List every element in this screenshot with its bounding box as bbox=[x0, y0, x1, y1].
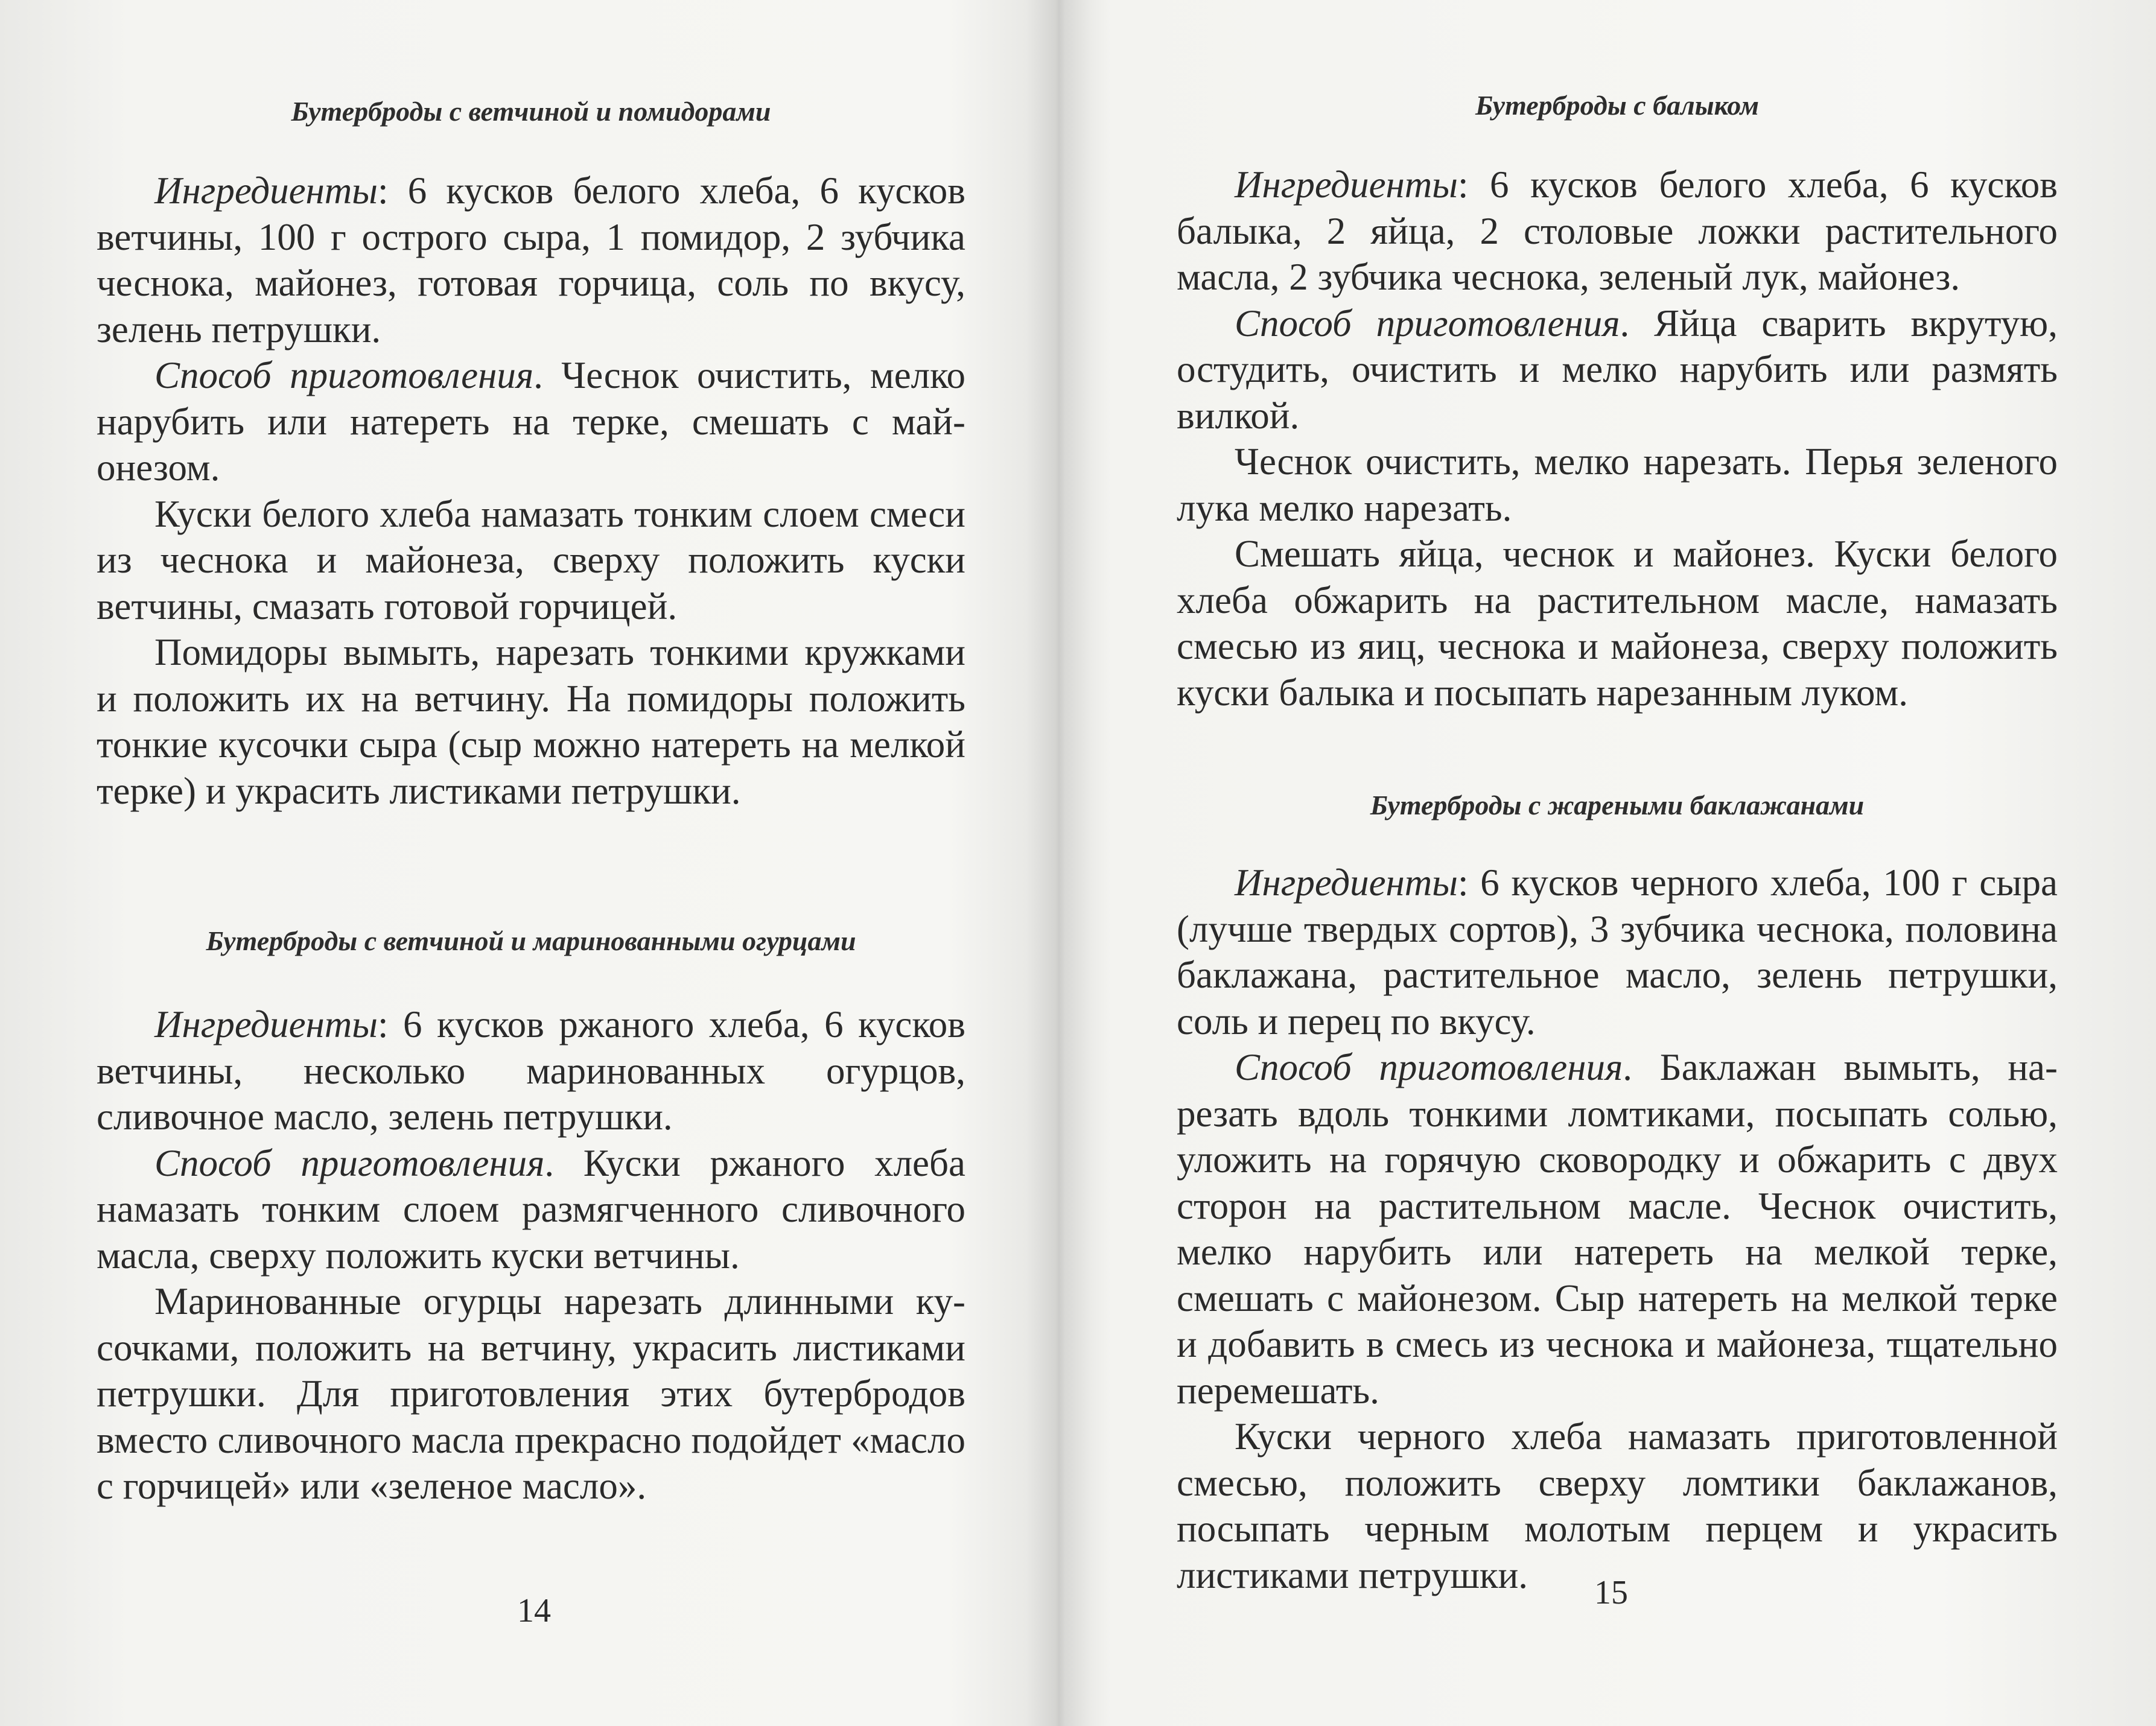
recipe-body bbox=[97, 1001, 965, 1509]
ingredients-paragraph bbox=[1177, 860, 2058, 1044]
method-label: Способ приготовления bbox=[1235, 1046, 1623, 1088]
paragraph-text: : 6 кусков белого хлеба, 6 кусков балыка, 2 яйца, 2 столовые ложки растительного масла, 2 зубчика чеснока, зеленый лук, майонез. bbox=[1177, 163, 2058, 298]
page-number: 15 bbox=[1594, 1574, 1628, 1611]
ingredients-label: Ингредиенты bbox=[154, 170, 378, 212]
step-paragraph bbox=[97, 629, 965, 814]
method-paragraph bbox=[1177, 1044, 2058, 1413]
recipe-body bbox=[1177, 162, 2058, 715]
paragraph-text: : 6 кусков черного хлеба, 100 г сыра (лучше твердых сортов), 3 зубчика чеснока, половина баклажана, растительное масло, зелень петрушки, соль и перец по вкусу. bbox=[1177, 861, 2058, 1042]
paragraph-text: Куски белого хлеба намазать тонким слоем смеси из чеснока и майонеза, сверху положить куски ветчины, смазать готовой горчицей. bbox=[97, 492, 965, 627]
recipe-title: Бутерброды с балыком bbox=[1475, 90, 1759, 121]
paragraph-text: Чеснок очистить, мелко нарезать. Перья зеленого лука мелко нарезать. bbox=[1177, 440, 2058, 529]
method-paragraph bbox=[97, 1140, 965, 1279]
ingredients-label: Ингредиенты bbox=[154, 1003, 378, 1045]
right-page bbox=[1086, 0, 2156, 1726]
step-paragraph bbox=[97, 1278, 965, 1509]
paragraph-text: . Яйца сварить вкрутую, остудить, очистить и мелко нарубить или размять вилкой. bbox=[1177, 302, 2058, 437]
paragraph-text: . Куски ржаного хлеба намазать тонким слоем размягченного сливочного масла, сверху положить куски ветчины. bbox=[97, 1141, 965, 1277]
left-page bbox=[0, 0, 1062, 1726]
paragraph-text: Смешать яйца, чеснок и майонез. Куски белого хлеба обжарить на растительном масле, намазать смесью из яиц, чеснока и майонеза, сверху положить куски балыка и посыпать нарезанным луком. bbox=[1177, 533, 2058, 714]
method-label: Способ приготовления bbox=[154, 1141, 545, 1184]
recipe-title: Бутерброды с ветчиной и маринованными огурцами bbox=[206, 925, 856, 956]
ingredients-paragraph bbox=[1177, 162, 2058, 300]
step-paragraph bbox=[97, 491, 965, 630]
method-paragraph bbox=[97, 352, 965, 491]
ingredients-label: Ингредиенты bbox=[1235, 163, 1458, 206]
ingredients-paragraph bbox=[97, 1001, 965, 1140]
paragraph-text: Помидоры вымыть, нарезать тонкими кружками и положить их на ветчину. На помидоры положить тонкие кусочки сыра (сыр можно натереть на мелкой терке) и украсить листиками петрушки. bbox=[97, 631, 965, 812]
recipe-title: Бутерброды с ветчиной и помидорами bbox=[291, 96, 771, 127]
paragraph-text: Куски черного хлеба намазать приготовленной смесью, положить сверху ломтики баклажанов, посыпать черным молотым перцем и украсить листиками петрушки. bbox=[1177, 1415, 2058, 1596]
recipe-body bbox=[97, 168, 965, 814]
paragraph-text: . Чеснок очистить, мелко нарубить или натереть на терке, смешать с майонезом. bbox=[97, 354, 966, 489]
step-paragraph bbox=[1177, 439, 2058, 531]
paragraph-text: : 6 кусков ржаного хлеба, 6 кусков ветчины, несколько маринованных огурцов, сливочное масло, зелень петрушки. bbox=[97, 1003, 965, 1138]
step-paragraph bbox=[1177, 1413, 2058, 1598]
method-label: Способ приготовления bbox=[1235, 302, 1620, 344]
method-paragraph bbox=[1177, 300, 2058, 439]
step-paragraph bbox=[1177, 531, 2058, 715]
page-number: 14 bbox=[517, 1592, 551, 1629]
method-label: Способ приготовления bbox=[154, 354, 534, 396]
paragraph-text: Маринованные огурцы нарезать длинными кусочками, положить на ветчину, украсить листиками петрушки. Для приготовления этих бутербродов вместо сливочного масла прекрасно подойдет «масло с горчицей» или «зеленое масло». bbox=[97, 1280, 965, 1507]
paragraph-text: . Баклажан вымыть, нарезать вдоль тонкими ломтиками, посыпать солью, уложить на горячую сковородку и обжарить с двух сторон на растительном масле. Чеснок очистить, мелко нарубить или натереть на мелкой терке, смешать с майонезом. Сыр натереть на мелкой терке и добавить в смесь из чеснока и майонеза, тщательно перемешать. bbox=[1177, 1046, 2058, 1412]
ingredients-label: Ингредиенты bbox=[1235, 861, 1458, 904]
recipe-title: Бутерброды с жареными баклажанами bbox=[1370, 790, 1865, 820]
recipe-body bbox=[1177, 860, 2058, 1598]
ingredients-paragraph bbox=[97, 168, 965, 352]
paragraph-text: : 6 кусков белого хлеба, 6 кусков ветчины, 100 г острого сыра, 1 помидор, 2 зубчика чеснока, майонез, готовая горчица, соль по вкусу, зелень петрушки. bbox=[97, 170, 965, 351]
